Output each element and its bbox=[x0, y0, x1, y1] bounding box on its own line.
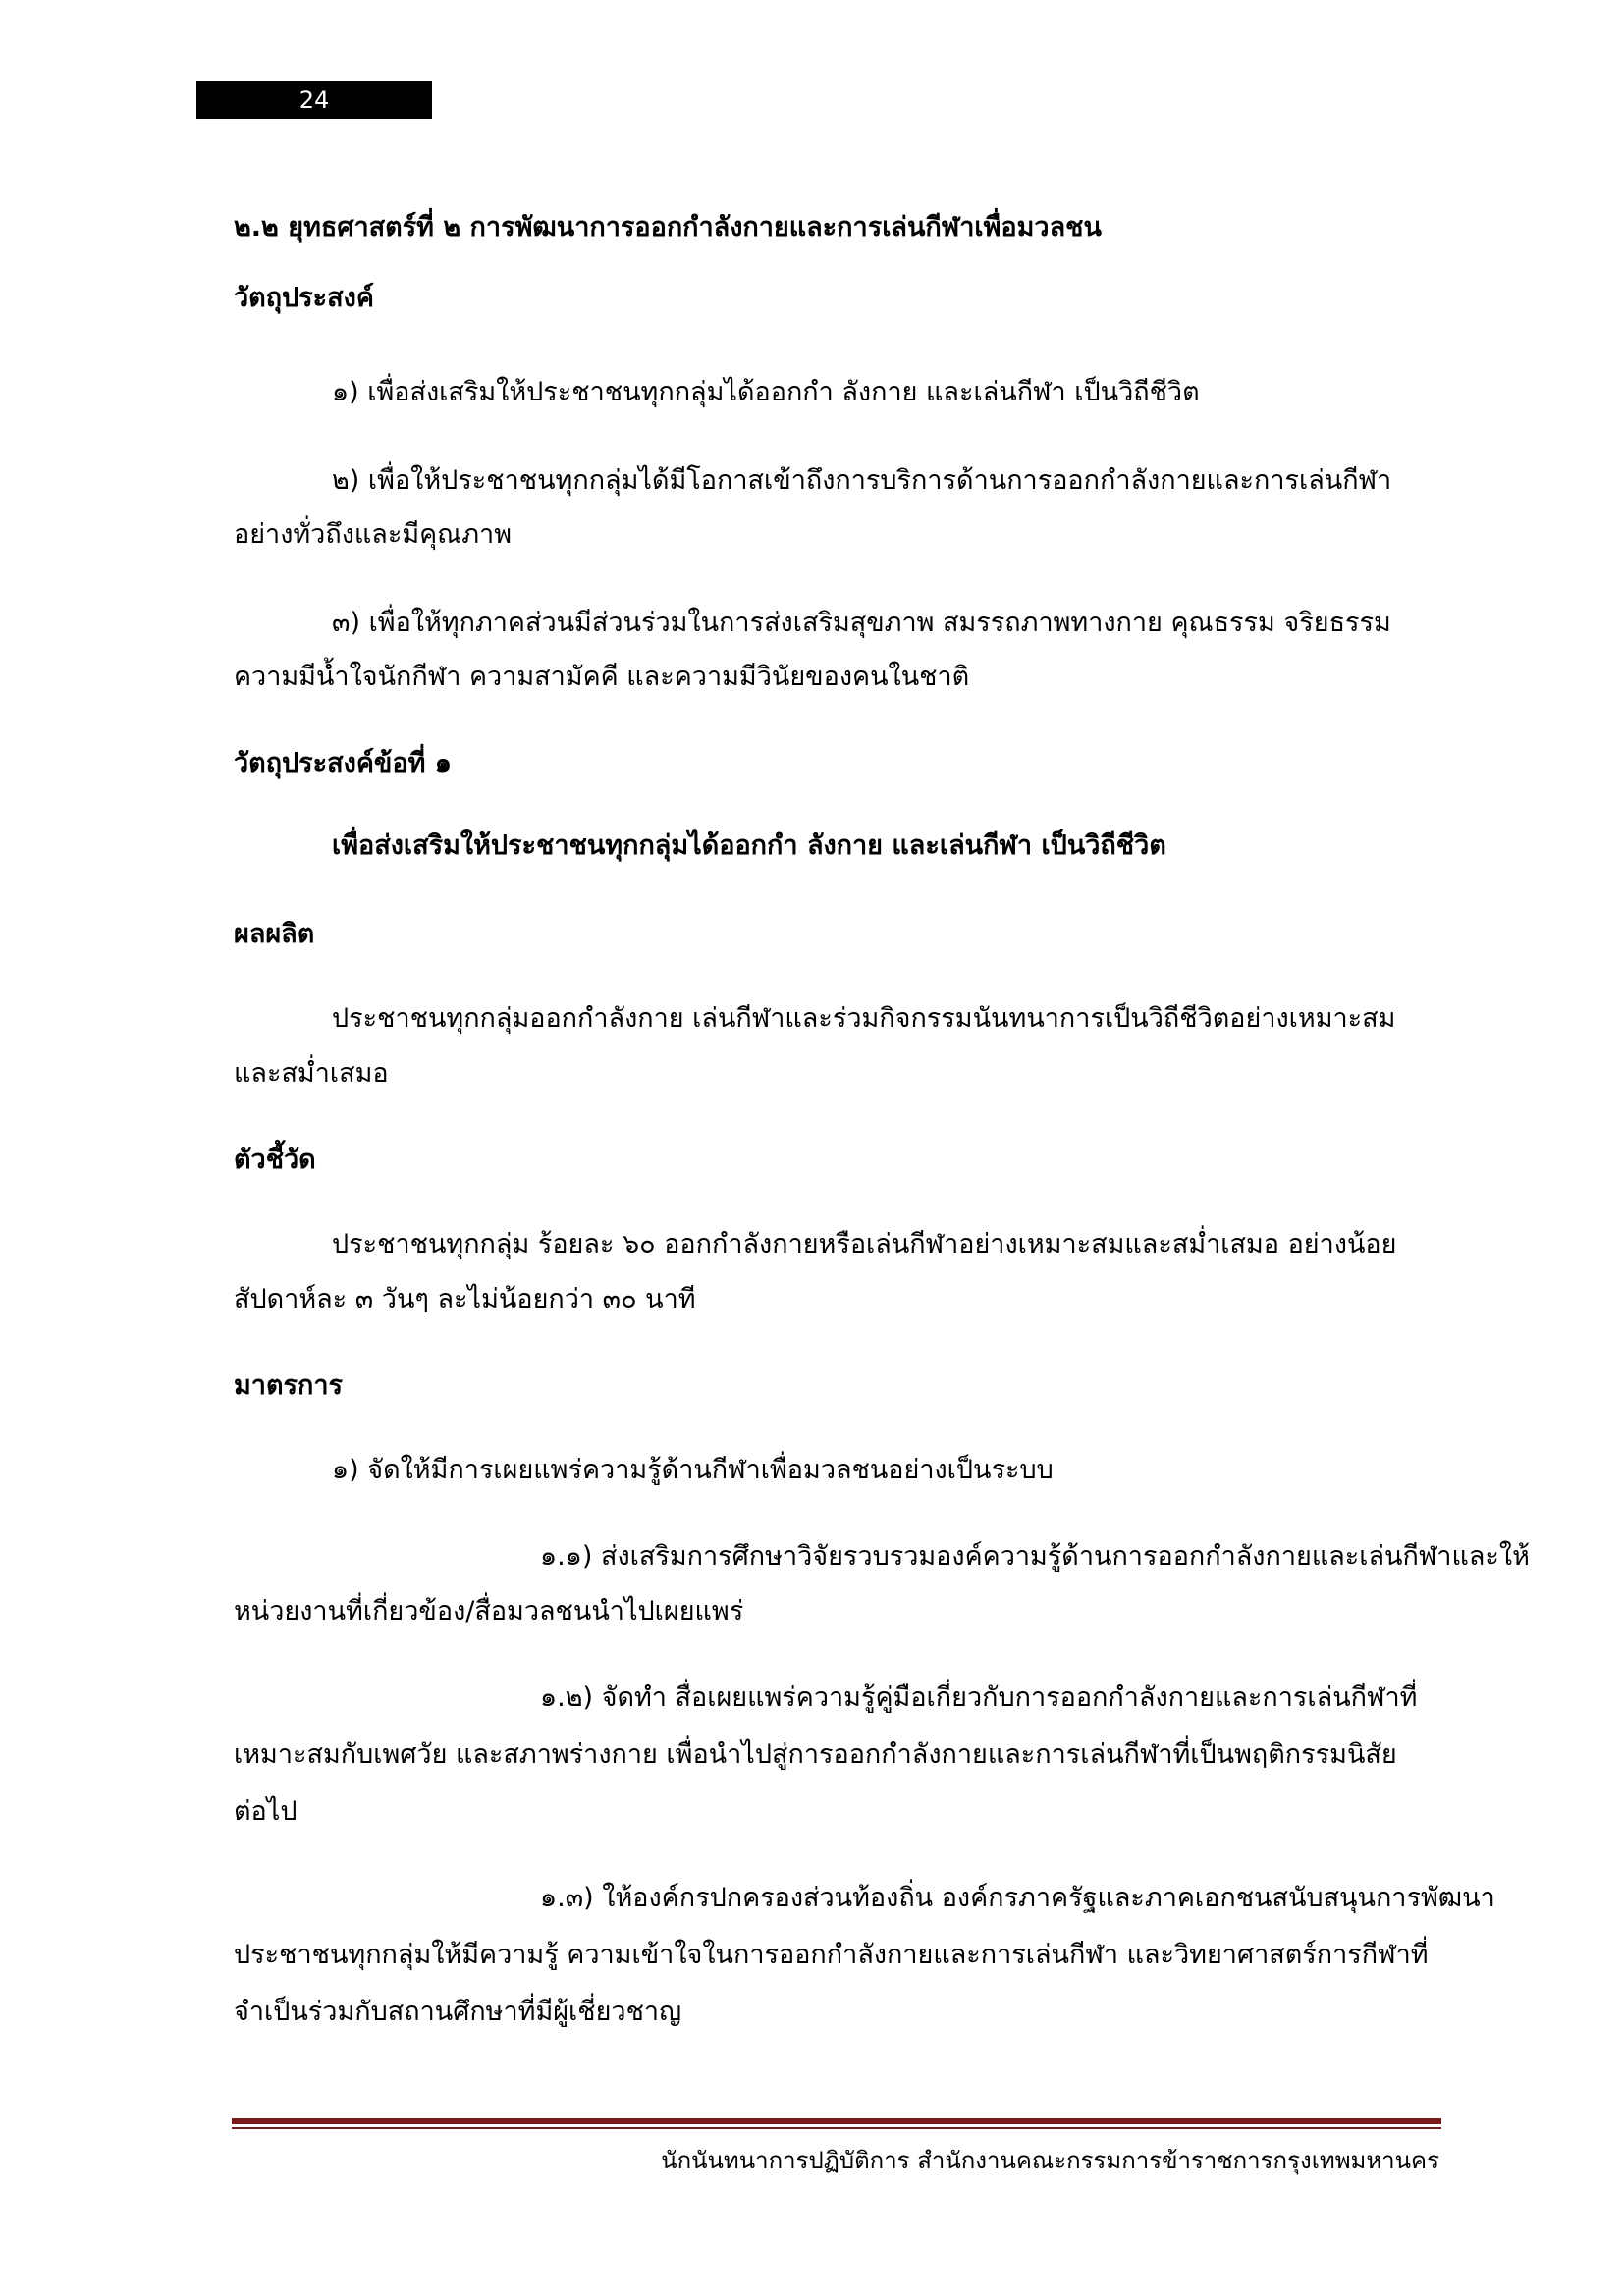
footer-text: นักนันทนาการปฏิบัติการ สำนักงานคณะกรรมการข้าราชการกรุงเทพมหานคร bbox=[661, 2147, 1439, 2174]
objective-item-3: ๓) เพื่อให้ทุกภาคส่วนมีส่วนร่วมในการส่งเสริมสุขภาพ สมรรถภาพทางกาย คุณธรรม จริยธรรม bbox=[332, 608, 1391, 638]
measure-1-3-line-3: จำเป็นร่วมกับสถานศึกษาที่มีผู้เชี่ยวชาญ bbox=[234, 1997, 682, 2027]
objective1-title: เพื่อส่งเสริมให้ประชาชนทุกกลุ่มได้ออกกำ ลังกาย และเล่นกีฬา เป็นวิถีชีวิต bbox=[332, 830, 1166, 861]
objectives-heading: วัตถุประสงค์ bbox=[234, 283, 374, 313]
objective-item-1: ๑) เพื่อส่งเสริมให้ประชาชนทุกกลุ่มได้ออกกำ ลังกาย และเล่นกีฬา เป็นวิถีชีวิต bbox=[332, 377, 1200, 407]
measure-1-3-line-2: ประชาชนทุกกลุ่มให้มีความรู้ ความเข้าใจในการออกกำลังกายและการเล่นกีฬา และวิทยาศาสตร์การกีฬาที่ bbox=[234, 1940, 1429, 1970]
footer-rule bbox=[232, 2118, 1441, 2124]
output-line-2: และสม่ำเสมอ bbox=[234, 1058, 389, 1089]
objective-item-2: ๒) เพื่อให้ประชาชนทุกกลุ่มได้มีโอกาสเข้าถึงการบริการด้านการออกกำลังกายและการเล่นกีฬา bbox=[332, 465, 1392, 496]
indicator-heading: ตัวชี้วัด bbox=[234, 1145, 316, 1175]
indicator-line-2: สัปดาห์ละ ๓ วันๆ ละไม่น้อยกว่า ๓๐ นาที bbox=[234, 1284, 696, 1314]
objective-item-2-continued: อย่างทั่วถึงและมีคุณภาพ bbox=[234, 519, 512, 550]
footer-rule-thin bbox=[232, 2127, 1441, 2129]
objective-item-3-continued: ความมีน้ำใจนักกีฬา ความสามัคคี และความมีวินัยของคนในชาติ bbox=[234, 662, 970, 692]
indicator-line-1: ประชาชนทุกกลุ่ม ร้อยละ ๖๐ ออกกำลังกายหรือเล่นกีฬาอย่างเหมาะสมและสม่ำเสมอ อย่างน้อย bbox=[332, 1229, 1397, 1259]
measure-1-1-line-1: ๑.๑) ส่งเสริมการศึกษาวิจัยรวบรวมองค์ความรู้ด้านการออกกำลังกายและเล่นกีฬาและให้ bbox=[540, 1541, 1530, 1572]
output-heading: ผลผลิต bbox=[234, 919, 315, 949]
section-heading: ๒.๒ ยุทธศาสตร์ที่ ๒ การพัฒนาการออกกำลังกายและการเล่นกีฬาเพื่อมวลชน bbox=[234, 212, 1102, 242]
objective1-heading: วัตถุประสงค์ข้อที่ ๑ bbox=[234, 748, 452, 778]
measure-1-2-line-3: ต่อไป bbox=[234, 1796, 298, 1827]
measure-1-2-line-2: เหมาะสมกับเพศวัย และสภาพร่างกาย เพื่อนำไปสู่การออกกำลังกายและการเล่นกีฬาที่เป็นพฤติกรรมนิสัย bbox=[234, 1739, 1397, 1770]
measure-1-2-line-1: ๑.๒) จัดทำ สื่อเผยแพร่ความรู้คู่มือเกี่ยวกับการออกกำลังกายและการเล่นกีฬาที่ bbox=[540, 1682, 1418, 1713]
measures-heading: มาตรการ bbox=[234, 1370, 344, 1401]
measure-1-1-line-2: หน่วยงานที่เกี่ยวข้อง/สื่อมวลชนนำไปเผยแพร่ bbox=[234, 1596, 744, 1627]
measure-1: ๑) จัดให้มีการเผยแพร่ความรู้ด้านกีฬาเพื่อมวลชนอย่างเป็นระบบ bbox=[332, 1455, 1054, 1485]
measure-1-3-line-1: ๑.๓) ให้องค์กรปกครองส่วนท้องถิ่น องค์กรภาครัฐและภาคเอกชนสนับสนุนการพัฒนา bbox=[540, 1883, 1495, 1913]
output-line-1: ประชาชนทุกกลุ่มออกกำลังกาย เล่นกีฬาและร่วมกิจกรรมนันทนาการเป็นวิถีชีวิตอย่างเหมาะสม bbox=[332, 1003, 1396, 1034]
page-number: 24 bbox=[196, 81, 432, 119]
